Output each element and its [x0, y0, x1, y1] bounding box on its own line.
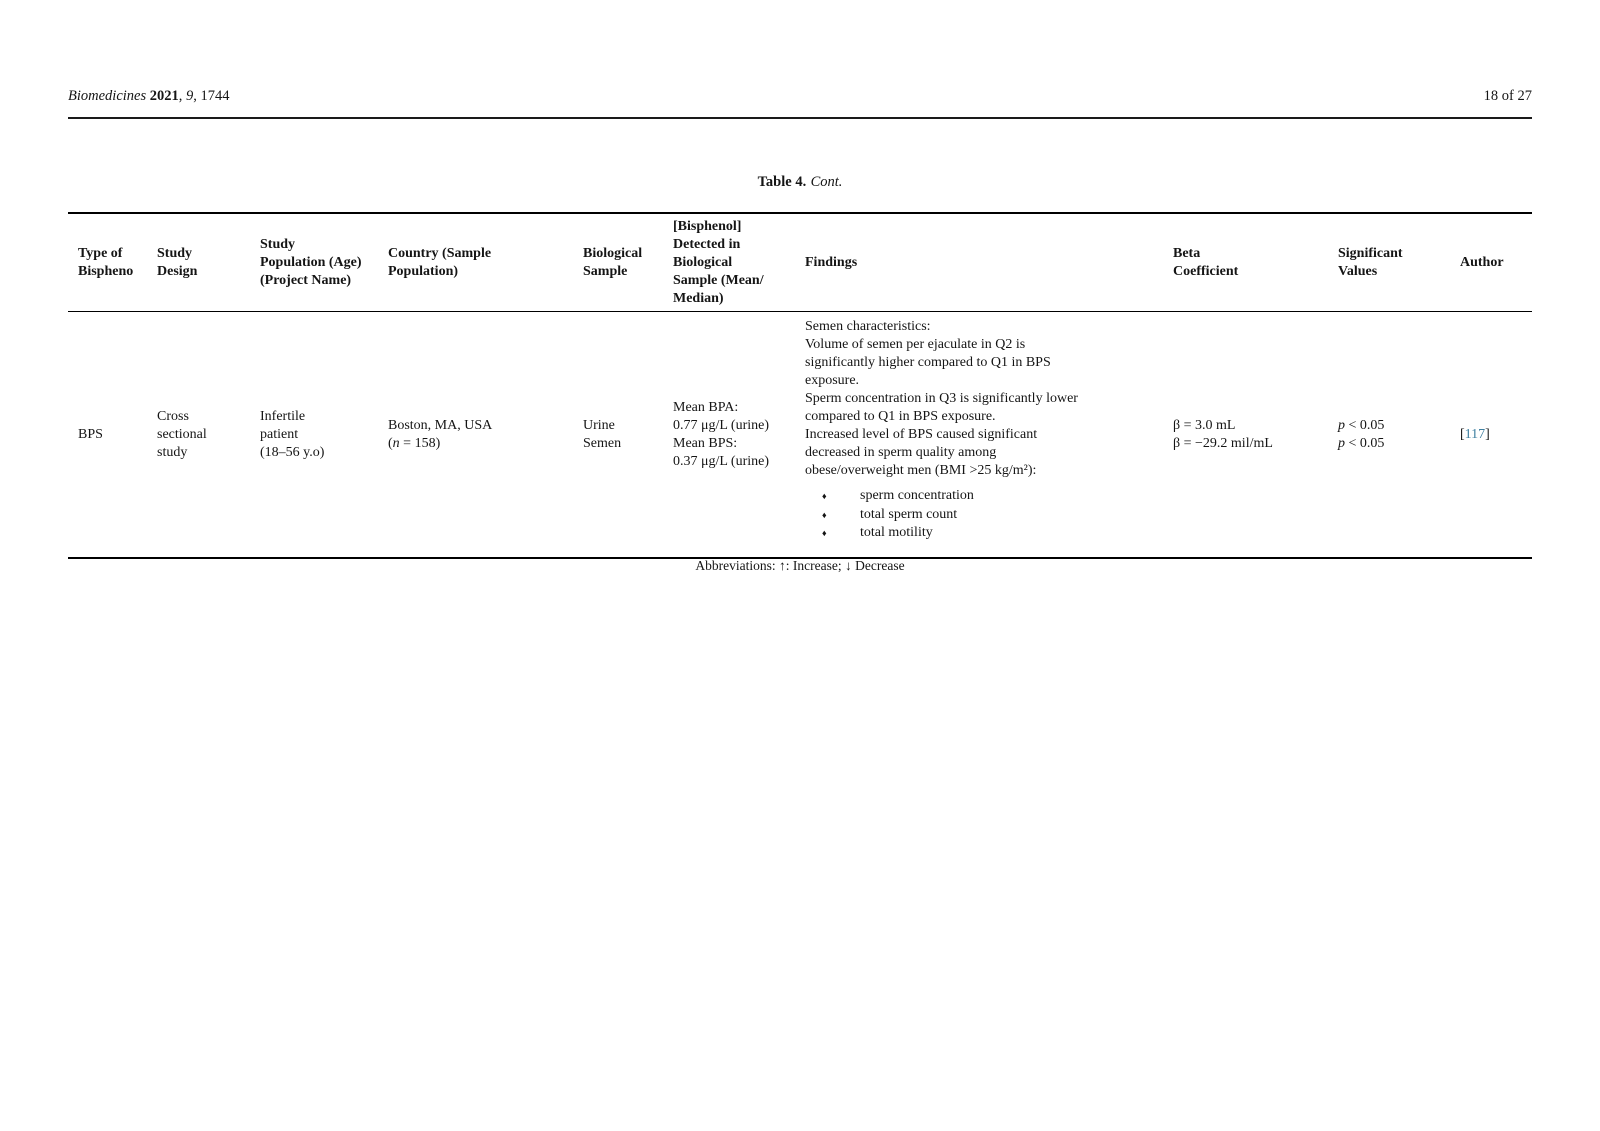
cell-study-population: Infertile patient (18–56 y.o): [260, 408, 325, 460]
diamond-bullet-icon: ♦: [822, 491, 827, 501]
cell-author: [1450, 312, 1532, 559]
findings-bullet-list: [805, 487, 1159, 543]
list-item: ♦ sperm concentration: [805, 487, 1159, 506]
cell-significant-values: [1328, 312, 1450, 559]
col-header-study-population: Study Population (Age) (Project Name): [250, 213, 378, 312]
page-number: 18 of 27: [1483, 88, 1532, 104]
col-header-significant-values: Significant Values: [1328, 213, 1450, 312]
cell-bisphenol-detected: Mean BPA: 0.77 μg/L (urine) Mean BPS: 0.37 μg/L (urine): [673, 399, 770, 469]
table-row: [68, 312, 1532, 559]
col-header-author: Author: [1450, 213, 1532, 312]
sample-size: (n = 158): [388, 435, 441, 451]
col-header-study-design: Study Design: [147, 213, 250, 312]
citation-link[interactable]: 117: [1464, 426, 1486, 442]
col-header-type-of-bisphenol: Type of Bispheno: [68, 213, 147, 312]
cell-findings: Semen characteristics: Volume of semen per ejaculate in Q2 is significantly higher compared to Q1 in BPS exposure. Sperm concentration in Q3 is significantly lower compared to Q1 in BPS exposure. Increased level of BPS caused significant decreased in sperm quality among obese/overweight men (BMI >25 kg/m²): ♦ sperm concentration ♦ total sperm count ♦ total motility: [795, 312, 1163, 559]
list-item: ♦ total motility: [805, 524, 1159, 543]
cell-type-of-bisphenol: BPS: [78, 426, 103, 442]
diamond-bullet-icon: ♦: [822, 509, 827, 520]
col-header-country: Country (Sample Population): [378, 213, 573, 312]
journal-article-number: , 1744: [193, 88, 230, 104]
table-footnote: Abbreviations: ↑: Increase; ↓ Decrease: [695, 558, 905, 573]
header-divider: [68, 117, 1532, 119]
journal-year: 2021: [149, 88, 179, 104]
journal-citation: Biomedicines 2021, 9, 1744: [68, 88, 230, 104]
diamond-bullet-icon: ♦: [822, 528, 827, 538]
col-header-findings: Findings: [795, 213, 1163, 312]
cell-biological-sample: Urine Semen: [583, 417, 622, 451]
cell-study-design: Cross sectional study: [157, 408, 207, 460]
cell-beta-coefficient: β = 3.0 mL β = −29.2 mil/mL: [1173, 417, 1273, 451]
citation-bracket: ]: [1485, 426, 1490, 442]
table-caption-cont: Cont.: [810, 174, 843, 190]
table-caption: [68, 174, 1532, 191]
journal-volume: 9: [186, 88, 194, 104]
results-table: [68, 212, 1532, 559]
cell-country: Boston, MA, USA (n = 158): [378, 312, 573, 559]
list-item: ♦ total sperm count: [805, 506, 1159, 525]
p-value: p < 0.05: [1338, 435, 1385, 451]
col-header-bisphenol-detected: [Bisphenol] Detected in Biological Sample (Mean/ Median): [663, 213, 795, 312]
col-header-biological-sample: Biological Sample: [573, 213, 663, 312]
table-header-row: [68, 213, 1532, 312]
p-value: p < 0.05: [1338, 417, 1385, 433]
table-caption-label: Table 4.: [757, 174, 807, 190]
journal-name: Biomedicines: [68, 88, 150, 104]
citation-bracket: [: [1460, 426, 1465, 442]
running-head: [68, 88, 1532, 105]
col-header-beta-coefficient: Beta Coefficient: [1163, 213, 1328, 312]
